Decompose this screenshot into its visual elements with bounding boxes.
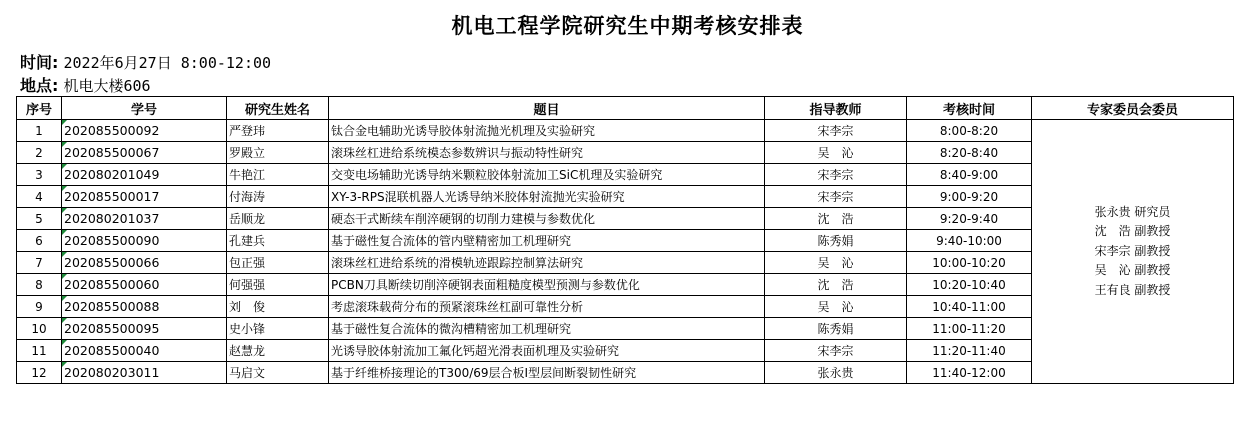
expert-member: 张永贵 研究员	[1094, 204, 1171, 219]
row-number: 5	[17, 208, 62, 230]
exam-time-line	[20, 50, 271, 73]
schedule-table	[16, 96, 1234, 384]
student-name-cell: 包正强	[227, 252, 329, 274]
advisor-cell: 张永贵	[765, 362, 907, 384]
header-advisor: 指导教师	[765, 97, 907, 120]
topic-cell: 基于磁性复合流体的管内壁精密加工机理研究	[329, 230, 765, 252]
student-name-cell: 赵慧龙	[227, 340, 329, 362]
student-id-cell: 202085500066	[62, 252, 227, 274]
advisor-cell: 宋李宗	[765, 120, 907, 142]
student-id-cell: 202085500090	[62, 230, 227, 252]
page-title: 机电工程学院研究生中期考核安排表	[451, 14, 804, 38]
student-name-cell: 岳顺龙	[227, 208, 329, 230]
topic-cell: 硬态干式断续车削淬硬钢的切削力建模与参数优化	[329, 208, 765, 230]
advisor-cell: 沈 浩	[765, 208, 907, 230]
student-id-cell: 202080203011	[62, 362, 227, 384]
advisor-cell: 吴 沁	[765, 142, 907, 164]
header-exam-time: 考核时间	[907, 97, 1032, 120]
advisor-cell: 吴 沁	[765, 296, 907, 318]
place-label: 地点:	[20, 76, 59, 95]
row-number: 9	[17, 296, 62, 318]
exam-time-cell: 8:20-8:40	[907, 142, 1032, 164]
exam-time-cell: 9:20-9:40	[907, 208, 1032, 230]
student-name-cell: 史小锋	[227, 318, 329, 340]
student-name-cell: 刘 俊	[227, 296, 329, 318]
topic-cell: 光诱导胶体射流加工氟化钙超光滑表面机理及实验研究	[329, 340, 765, 362]
expert-member: 王有良 副教授	[1094, 282, 1171, 297]
student-name-cell: 孔建兵	[227, 230, 329, 252]
row-number: 8	[17, 274, 62, 296]
advisor-cell: 沈 浩	[765, 274, 907, 296]
student-id-cell: 202080201049	[62, 164, 227, 186]
header-experts: 专家委员会委员	[1032, 97, 1234, 120]
row-number: 11	[17, 340, 62, 362]
topic-cell: 基于纤维桥接理论的T300/69层合板I型层间断裂韧性研究	[329, 362, 765, 384]
table-row	[17, 120, 1234, 142]
student-id-cell: 202085500017	[62, 186, 227, 208]
advisor-cell: 陈秀娟	[765, 230, 907, 252]
student-id-cell: 202085500088	[62, 296, 227, 318]
expert-member: 沈 浩 副教授	[1094, 224, 1171, 239]
time-label: 时间:	[20, 53, 59, 72]
exam-time-cell: 11:40-12:00	[907, 362, 1032, 384]
row-number: 6	[17, 230, 62, 252]
row-number: 4	[17, 186, 62, 208]
topic-cell: PCBN刀具断续切削淬硬钢表面粗糙度模型预测与参数优化	[329, 274, 765, 296]
student-id-cell: 202080201037	[62, 208, 227, 230]
exam-time-cell: 10:40-11:00	[907, 296, 1032, 318]
exam-place-line	[20, 73, 151, 96]
row-number: 2	[17, 142, 62, 164]
header-student-id: 学号	[62, 97, 227, 120]
exam-time-cell: 9:00-9:20	[907, 186, 1032, 208]
row-number: 12	[17, 362, 62, 384]
topic-cell: XY-3-RPS混联机器人光诱导纳米胶体射流抛光实验研究	[329, 186, 765, 208]
exam-time-cell: 11:00-11:20	[907, 318, 1032, 340]
row-number: 10	[17, 318, 62, 340]
expert-member: 吴 沁 副教授	[1094, 263, 1171, 278]
student-name-cell: 马启文	[227, 362, 329, 384]
row-number: 1	[17, 120, 62, 142]
exam-time-cell: 10:20-10:40	[907, 274, 1032, 296]
advisor-cell: 宋李宗	[765, 340, 907, 362]
student-id-cell: 202085500095	[62, 318, 227, 340]
student-name-cell: 何强强	[227, 274, 329, 296]
row-number: 7	[17, 252, 62, 274]
topic-cell: 滚珠丝杠进给系统的滑模轨迹跟踪控制算法研究	[329, 252, 765, 274]
place-value: 机电大楼606	[63, 77, 151, 95]
exam-time-cell: 8:40-9:00	[907, 164, 1032, 186]
advisor-cell: 陈秀娟	[765, 318, 907, 340]
student-id-cell: 202085500092	[62, 120, 227, 142]
header-topic: 题目	[329, 97, 765, 120]
advisor-cell: 宋李宗	[765, 186, 907, 208]
topic-cell: 交变电场辅助光诱导纳米颗粒胶体射流加工SiC机理及实验研究	[329, 164, 765, 186]
header-student-name: 研究生姓名	[227, 97, 329, 120]
topic-cell: 滚珠丝杠进给系统模态参数辨识与振动特性研究	[329, 142, 765, 164]
student-name-cell: 牛艳江	[227, 164, 329, 186]
advisor-cell: 吴 沁	[765, 252, 907, 274]
student-id-cell: 202085500060	[62, 274, 227, 296]
exam-time-cell: 8:00-8:20	[907, 120, 1032, 142]
student-name-cell: 付海涛	[227, 186, 329, 208]
topic-cell: 钛合金电辅助光诱导胶体射流抛光机理及实验研究	[329, 120, 765, 142]
exam-time-cell: 9:40-10:00	[907, 230, 1032, 252]
student-name-cell: 罗殿立	[227, 142, 329, 164]
expert-committee-cell	[1032, 120, 1234, 384]
table-header-row	[17, 97, 1234, 120]
student-id-cell: 202085500040	[62, 340, 227, 362]
student-id-cell: 202085500067	[62, 142, 227, 164]
expert-member: 宋李宗 副教授	[1094, 243, 1171, 258]
exam-time-cell: 10:00-10:20	[907, 252, 1032, 274]
exam-time-cell: 11:20-11:40	[907, 340, 1032, 362]
topic-cell: 考虑滚珠载荷分布的预紧滚珠丝杠副可靠性分析	[329, 296, 765, 318]
header-no: 序号	[17, 97, 62, 120]
advisor-cell: 宋李宗	[765, 164, 907, 186]
row-number: 3	[17, 164, 62, 186]
time-value: 2022年6月27日 8:00-12:00	[63, 54, 272, 72]
topic-cell: 基于磁性复合流体的微沟槽精密加工机理研究	[329, 318, 765, 340]
student-name-cell: 严登玮	[227, 120, 329, 142]
